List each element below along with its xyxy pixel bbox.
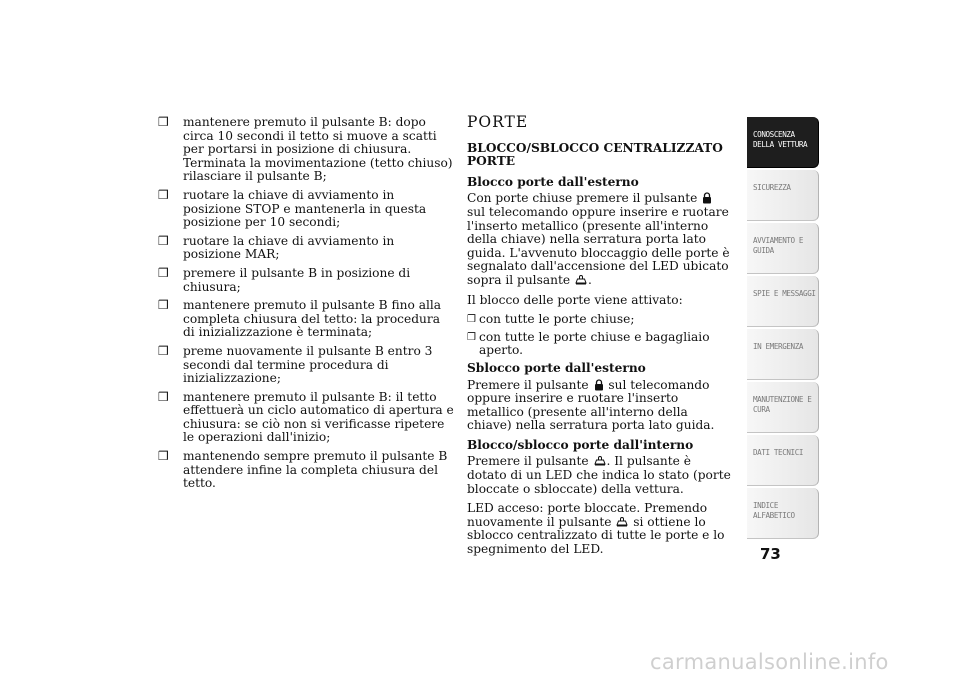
checkbox-bullet-icon: ❒ bbox=[158, 115, 169, 129]
internal-heading: Blocco/sblocco porte dall'interno bbox=[467, 437, 694, 452]
right-column bbox=[467, 113, 733, 563]
checkbox-bullet-icon: ❒ bbox=[158, 449, 169, 464]
list-item: ❒ mantenere premuto il pulsante B: dopo circa 10 secondi il tetto si muove a scatti per portarsi in posizione di chiusura. Terminata la movimentazione (tetto chiuso) rilasciare il pulsante B; bbox=[158, 115, 453, 184]
tab-dati-tecnici[interactable]: DATI TECNICI bbox=[747, 435, 819, 486]
left-column bbox=[158, 116, 454, 496]
tab-sicurezza[interactable]: SICUREZZA bbox=[747, 170, 819, 221]
block-external-activated: Il blocco delle porte viene attivato: bbox=[467, 292, 683, 307]
list-item: ❒ mantenendo sempre premuto il pulsante B attendere infine la completa chiusura del tetto. bbox=[158, 449, 448, 491]
internal-paragraph-2: LED acceso: porte bloccate. Premendo nuovamente il pulsante si ottiene lo sblocco centralizzato di tutte le porte e lo spegnimento del LED. bbox=[467, 501, 725, 557]
checkbox-bullet-icon: ❒ bbox=[158, 389, 169, 404]
tab-in-emergenza[interactable]: IN EMERGENZA bbox=[747, 329, 819, 380]
list-item: ❒ premere il pulsante B in posizione di chiusura; bbox=[158, 265, 411, 294]
block-external-paragraph: Con porte chiuse premere il pulsante sul telecomando oppure inserire e ruotare l'inserto metallico (presente all'interno della chiave) nella serratura porta lato guida. L'avvenuto bloccaggio delle porte è segnalato dall'accensione del LED ubicato sopra il pulsante . bbox=[467, 191, 730, 287]
car-lock-icon bbox=[594, 455, 606, 467]
tab-avviamento-e-guida[interactable]: AVVIAMENTO E GUIDA bbox=[747, 223, 819, 274]
watermark: carmanualsonline.info bbox=[650, 650, 889, 674]
padlock-icon bbox=[702, 192, 712, 204]
internal-paragraph-1: Premere il pulsante . Il pulsante è dotato di un LED che indica lo stato (porte bloccate o sbloccate) della vettura. bbox=[467, 454, 731, 496]
list-item: ❒ ruotare la chiave di avviamento in posizione STOP e mantenerla in questa posizione per 10 secondi; bbox=[158, 187, 427, 230]
page-number: 73 bbox=[760, 545, 781, 563]
unlock-external-heading: Sblocco porte dall'esterno bbox=[467, 360, 646, 375]
tab-conoscenza-della-vettura[interactable]: CONOSCENZA DELLA VETTURA bbox=[747, 117, 819, 168]
subsection-title: BLOCCO/SBLOCCO CENTRALIZZATO PORTE bbox=[467, 140, 723, 169]
list-item: ❒ con tutte le porte chiuse; bbox=[467, 312, 635, 327]
tab-indice-alfabetico[interactable]: INDICE ALFABETICO bbox=[747, 488, 819, 539]
checkbox-bullet-icon: ❒ bbox=[467, 331, 476, 343]
checkbox-bullet-icon: ❒ bbox=[158, 187, 169, 202]
unlock-external-paragraph: Premere il pulsante sul telecomando oppure inserire e ruotare l'inserto metallico (presente all'interno della chiave) nella serratura porta lato guida. bbox=[467, 377, 715, 433]
tab-manutenzione-e-cura[interactable]: MANUTENZIONE E CURA bbox=[747, 382, 819, 433]
list-item: ❒ ruotare la chiave di avviamento in posizione MAR; bbox=[158, 233, 395, 262]
checkbox-bullet-icon: ❒ bbox=[158, 265, 169, 280]
procedure-list bbox=[158, 116, 454, 491]
block-conditions-list bbox=[467, 313, 733, 358]
tab-spie-e-messaggi[interactable]: SPIE E MESSAGGI bbox=[747, 276, 819, 327]
block-external-heading: Blocco porte dall'esterno bbox=[467, 174, 639, 189]
list-item: ❒ mantenere premuto il pulsante B fino alla completa chiusura del tetto: la procedura di inizializzazione è terminata; bbox=[158, 298, 442, 340]
list-item: ❒ preme nuovamente il pulsante B entro 3 secondi dal termine procedura di inizializzazione; bbox=[158, 343, 433, 386]
checkbox-bullet-icon: ❒ bbox=[467, 314, 476, 326]
checkbox-bullet-icon: ❒ bbox=[158, 343, 169, 358]
checkbox-bullet-icon: ❒ bbox=[158, 298, 169, 313]
list-item: ❒ con tutte le porte chiuse e bagagliaio aperto. bbox=[467, 329, 710, 358]
car-lock-icon bbox=[616, 516, 628, 528]
chapter-tabs bbox=[747, 117, 819, 541]
padlock-icon bbox=[594, 379, 604, 391]
section-title: PORTE bbox=[467, 113, 529, 131]
checkbox-bullet-icon: ❒ bbox=[158, 233, 169, 248]
car-lock-icon bbox=[575, 274, 587, 286]
list-item: ❒ mantenere premuto il pulsante B: il tetto effettuerà un ciclo automatico di apertura e chiusura: se ciò non si verificasse ripetere le operazioni dall'inizio; bbox=[158, 389, 454, 445]
